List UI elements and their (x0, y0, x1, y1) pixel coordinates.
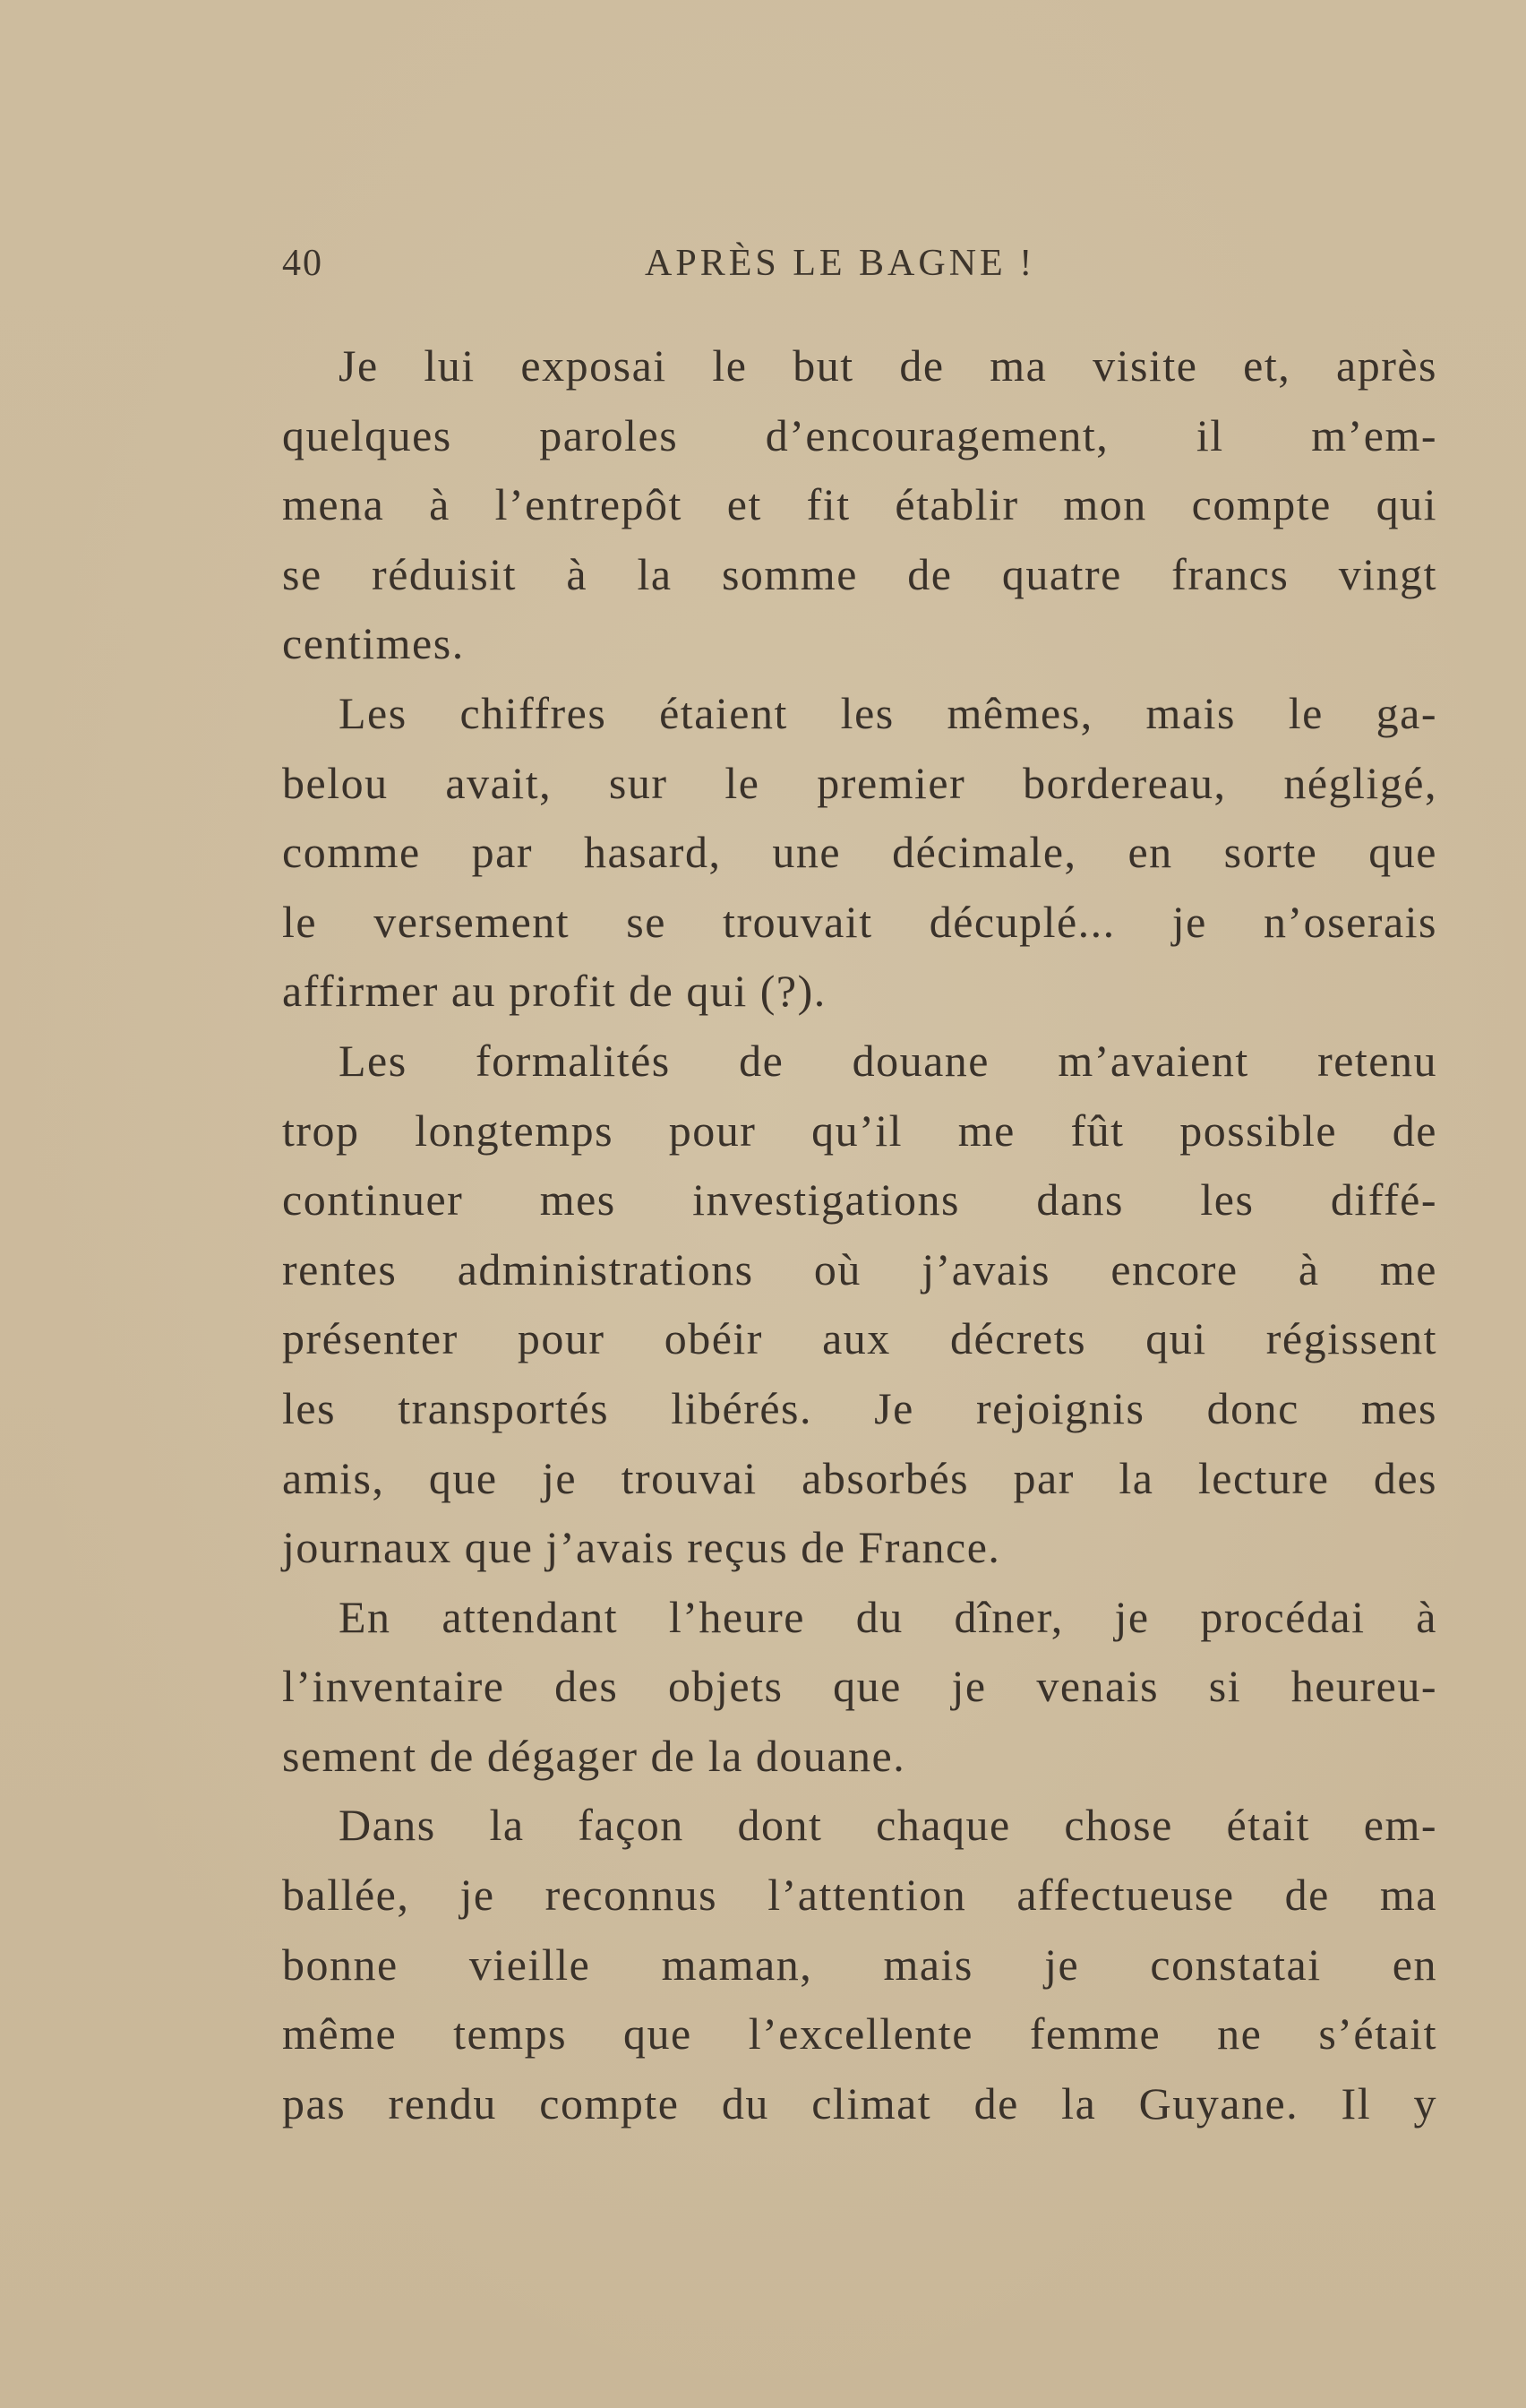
body-text (282, 331, 1437, 2138)
text-line: pas rendu compte du climat de la Guyane. Il y (282, 2077, 1437, 2128)
text-line: Les formalités de douane m’avaient retenu (339, 1035, 1437, 1086)
text-line: bonne vieille maman, mais je constatai en (282, 1939, 1437, 1990)
text-line: ballée, je reconnus l’attention affectueuse de ma (282, 1870, 1437, 1921)
page-header (282, 242, 1437, 296)
text-line: les transportés libérés. Je rejoignis donc mes (282, 1382, 1437, 1433)
text-line: Je lui exposai le but de ma visite et, après (339, 340, 1437, 391)
text-line: sement de dégager de la douane. (282, 1730, 906, 1781)
text-line: journaux que j’avais reçus de France. (282, 1522, 1001, 1573)
text-line: belou avait, sur le premier bordereau, négligé, (282, 757, 1437, 808)
text-line: Dans la façon dont chaque chose était em- (339, 1800, 1437, 1851)
text-line: l’inventaire des objets que je venais si heureu- (282, 1661, 1437, 1712)
text-line: rentes administrations où j’avais encore à me (282, 1243, 1437, 1294)
text-line: affirmer au profit de qui (?). (282, 966, 827, 1017)
text-line: présenter pour obéir aux décrets qui régissent (282, 1313, 1437, 1364)
text-line: même temps que l’excellente femme ne s’était (282, 2008, 1437, 2060)
text-line: trop longtemps pour qu’il me fût possible de (282, 1105, 1437, 1156)
text-line: mena à l’entrepôt et fit établir mon compte qui (282, 479, 1437, 530)
text-line: continuer mes investigations dans les diffé- (282, 1174, 1437, 1226)
text-line: En attendant l’heure du dîner, je procédai à (339, 1591, 1437, 1642)
text-line: Les chiffres étaient les mêmes, mais le ga- (339, 687, 1437, 738)
text-line: se réduisit à la somme de quatre francs vingt (282, 548, 1437, 599)
text-line: amis, que je trouvai absorbés par la lecture des (282, 1452, 1437, 1503)
text-line: quelques paroles d’encouragement, il m’em- (282, 409, 1437, 460)
page-number: 40 (282, 243, 323, 284)
text-line: le versement se trouvait décuplé... je n’oserais (282, 896, 1437, 947)
text-line: centimes. (282, 618, 465, 669)
text-line: comme par hasard, une décimale, en sorte que (282, 827, 1437, 878)
running-title: APRÈS LE BAGNE ! (645, 243, 1036, 284)
